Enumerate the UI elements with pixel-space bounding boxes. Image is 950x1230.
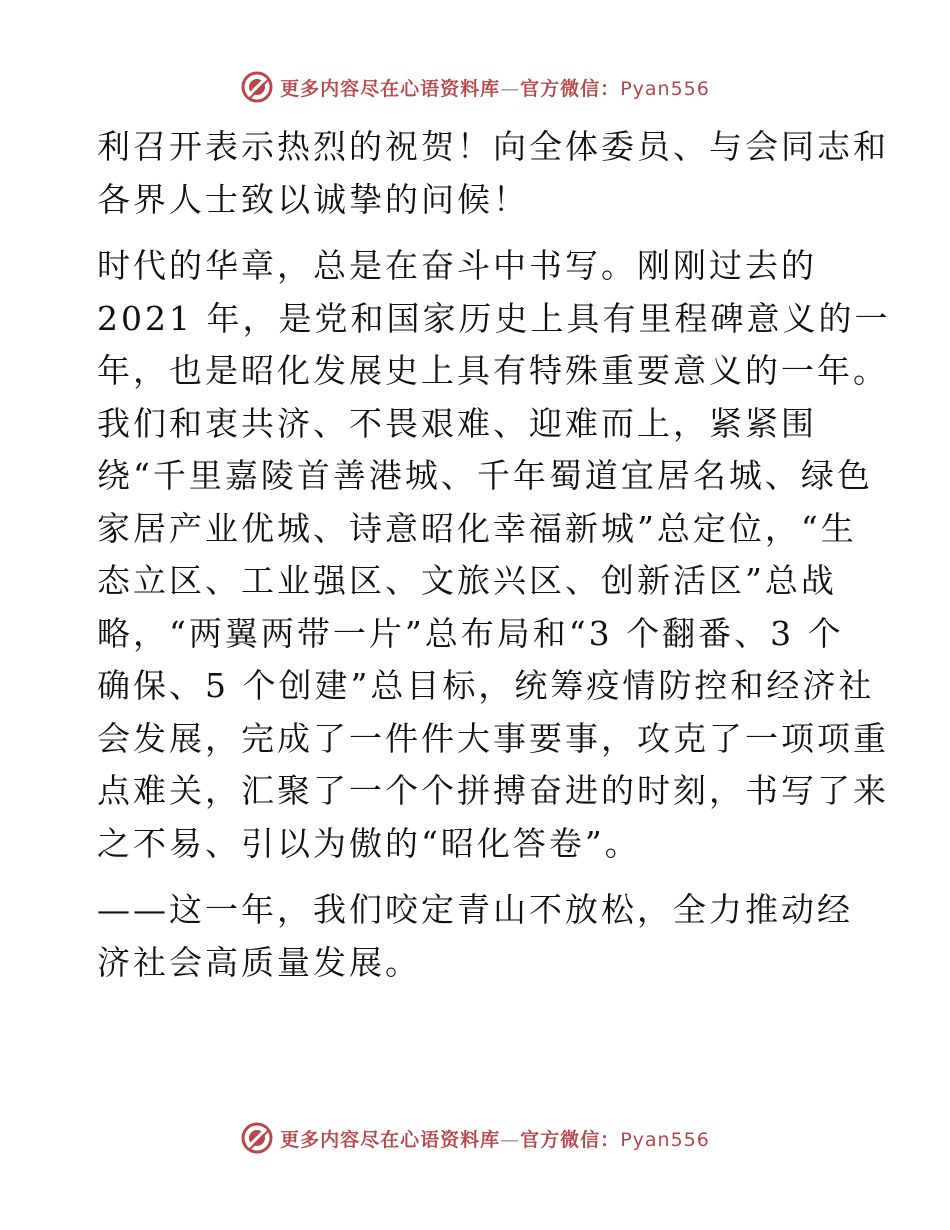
text-line: 年，也是昭化发展史上具有特殊重要意义的一年。: [97, 351, 889, 390]
header-banner: [0, 70, 950, 104]
text-line: 时代的华章，总是在奋斗中书写。刚刚过去的: [97, 246, 817, 285]
footer-banner: [0, 1121, 950, 1155]
text-line: 各界人士致以诚挚的问候！: [97, 179, 529, 219]
site-name: 更多内容尽在心语资料库: [280, 77, 501, 100]
document-body: [97, 121, 891, 989]
wechat-label: 官方微信：: [520, 1128, 621, 1151]
text-line: 会发展，完成了一件件大事要事，攻克了一项项重: [97, 718, 889, 758]
logo-icon: [240, 70, 274, 104]
text-line: 确保、5 个创建”总目标，统筹疫情防控和经济社: [97, 666, 875, 705]
separator-dash: —: [500, 77, 521, 100]
text-line: 济社会高质量发展。: [97, 942, 421, 982]
paragraph: [97, 884, 857, 989]
text-line: ——这一年，我们咬定青山不放松，全力推动经: [97, 890, 853, 929]
banner-text: [280, 1125, 710, 1152]
text-line: 我们和衷共济、不畏艰难、迎难而上，紧紧围: [97, 403, 817, 443]
wechat-account: Pyan556: [620, 77, 710, 100]
text-line: 点难关，汇聚了一个个拼搏奋进的时刻，书写了来: [97, 771, 889, 810]
banner-text: [280, 74, 710, 101]
text-line: 家居产业优城、诗意昭化幸福新城”总定位，“生: [97, 508, 857, 548]
wechat-account: Pyan556: [620, 1128, 710, 1151]
text-line: 之不易、引以为傲的“昭化答卷”。: [97, 823, 641, 863]
text-line: 态立区、工业强区、文旅兴区、创新活区”总战: [97, 561, 837, 600]
logo-icon: [240, 1121, 274, 1155]
text-line: 略，“两翼两带一片”总布局和“3 个翻番、3 个: [97, 613, 844, 653]
wechat-label: 官方微信：: [520, 77, 621, 100]
text-line: 绕“千里嘉陵首善港城、千年蜀道宜居名城、绿色: [97, 456, 873, 495]
paragraph: [97, 121, 889, 226]
text-line: 利召开表示热烈的祝贺！向全体委员、与会同志和: [97, 127, 889, 166]
text-line: 2021 年，是党和国家历史上具有里程碑意义的一: [97, 298, 891, 338]
paragraph: [97, 240, 891, 870]
site-name: 更多内容尽在心语资料库: [280, 1128, 501, 1151]
separator-dash: —: [500, 1128, 521, 1151]
